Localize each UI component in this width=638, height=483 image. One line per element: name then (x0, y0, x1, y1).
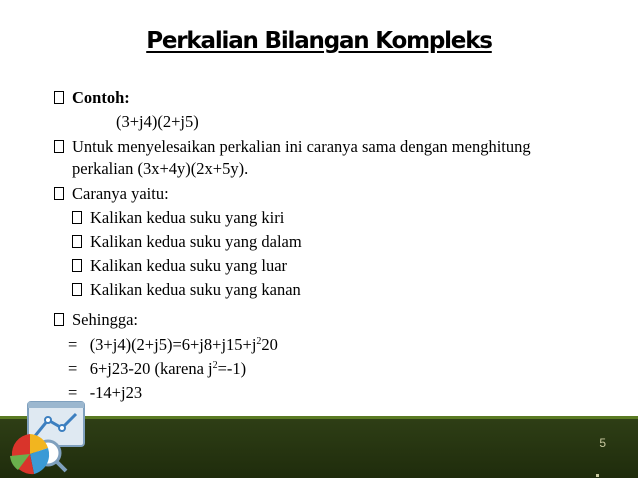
footer-dot (596, 474, 599, 477)
explanation-continued: perkalian (3x+4y)(2x+5y). (72, 159, 249, 178)
bullet-box-icon (72, 235, 82, 248)
bullet-box-icon (72, 259, 82, 272)
slide-title: Perkalian Bilangan Kompleks (146, 28, 492, 54)
result-line-2: = 6+j23-20 (karena $j^2=-1$) (68, 359, 247, 378)
bullet-box-icon (54, 91, 64, 104)
sub-bullet-kiri: Kalikan kedua suku yang kiri (72, 206, 284, 230)
bullet-box-icon (54, 140, 64, 153)
footer-stripe (0, 416, 638, 419)
bullet-caranya: Caranya yaitu: (54, 182, 169, 206)
sub-bullet-dalam: Kalikan kedua suku yang dalam (72, 230, 302, 254)
result-line-3: = -14+j23 (68, 383, 143, 402)
footer-band (0, 416, 638, 478)
bullet-box-icon (72, 211, 82, 224)
example-expression: (3+j4)(2+j5) (116, 112, 199, 131)
page-number: 5 (599, 436, 606, 450)
bullet-box-icon (72, 283, 82, 296)
result-line-1: = $(3+j4)(2+j5)=6+j8+j15+j^220$ (68, 335, 278, 354)
sub-bullet-kanan: Kalikan kedua suku yang kanan (72, 278, 301, 302)
bullet-box-icon (54, 187, 64, 200)
sub-bullet-luar: Kalikan kedua suku yang luar (72, 254, 287, 278)
bullet-box-icon (54, 313, 64, 326)
chart-clipart-icon (8, 398, 88, 483)
bullet-contoh: Contoh: (54, 86, 130, 110)
bullet-sehingga: Sehingga: (54, 308, 138, 332)
bullet-explanation: Untuk menyelesaikan perkalian ini caranya sama dengan menghitung (54, 135, 531, 159)
